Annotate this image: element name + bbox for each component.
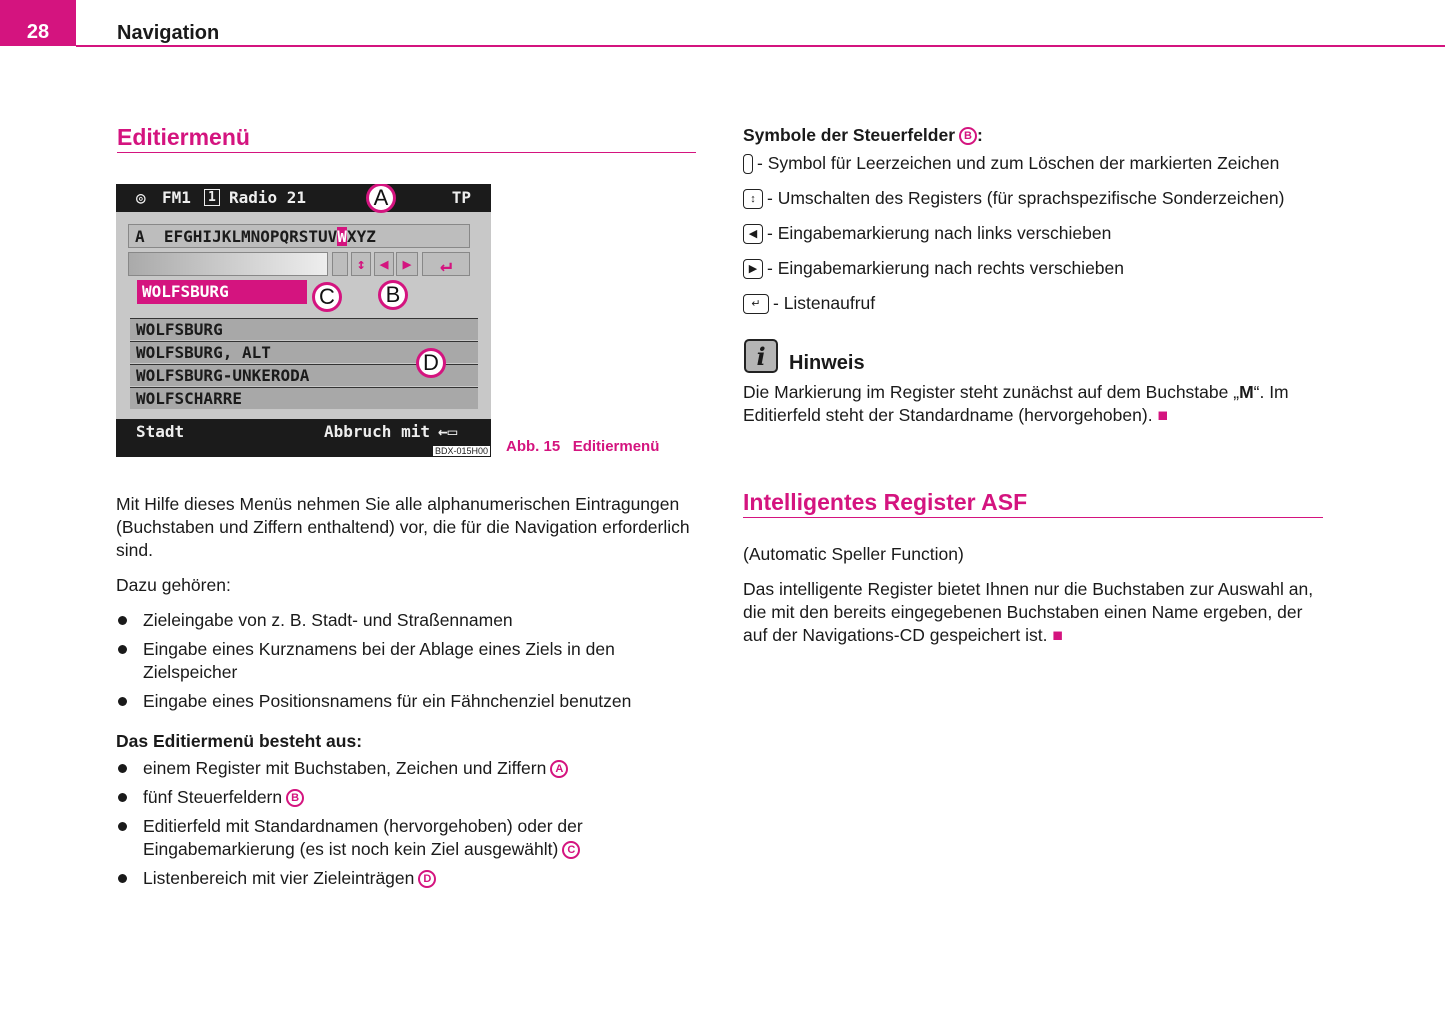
right-button[interactable]: ▶ [396,252,418,276]
figure-footer-bar [116,419,491,457]
ref-b: B [959,127,977,145]
symbols-heading-text: Symbole der Steuerfelder [743,125,956,145]
left-button[interactable]: ◀ [374,252,394,276]
asf-text-body: Das intelligente Register bietet Ihnen nur die Buchstaben zur Auswahl an, die mit den bereits eingegebenen Buchstaben einen Name ergeben, der auf der Navigations-CD gespeichert ist. [743,579,1314,645]
note-text-1: Die Markierung im Register steht zunächst auf dem Buchstabe „ [743,382,1240,402]
symbol-text: - Listenaufruf [773,293,876,313]
bullet [116,786,696,809]
ref-a: A [550,760,568,778]
bullet-text: einem Register mit Buchstaben, Zeichen und Ziffern [143,758,547,778]
symbol-item [743,152,1333,175]
station: Radio 21 [229,188,307,207]
register-highlight: W [337,227,347,246]
mode-label: Stadt [136,422,185,441]
edit-field[interactable]: WOLFSBURG [137,280,307,304]
cancel-hint: Abbruch mit [324,422,430,441]
symbol-text: - Eingabemarkierung nach rechts verschieben [767,258,1124,278]
subheading: Das Editiermenü besteht aus: [116,731,363,751]
figure-code: BDX-015H00 [434,446,488,456]
return-button[interactable]: ↵ [422,252,470,276]
ref-b: B [286,789,304,807]
preset: 1 [204,189,220,206]
asf-subtitle: (Automatic Speller Function) [743,544,964,564]
list-item[interactable]: WOLFSCHARRE [130,387,478,409]
input-field[interactable] [128,252,328,276]
radio-icon: ◎ [136,188,146,207]
bullet: Zieleingabe von z. B. Stadt- und Straßennamen [116,609,696,632]
symbol-text: - Eingabemarkierung nach links verschieben [767,223,1112,243]
cancel-key-icon: ←▭ [438,422,458,441]
dazu-text: Dazu gehören: [116,575,231,595]
symbol-item [743,257,1333,280]
bullet [116,867,696,890]
symbol-item [743,187,1333,210]
symbol-item [743,222,1333,245]
bullet: Eingabe eines Kurznamens bei der Ablage eines Ziels in den Zielspeicher [116,638,696,684]
figure-editiermenu [116,184,491,457]
heading-rule [743,517,1323,518]
label-c: C [312,282,342,312]
symbols-heading: Symbole der Steuerfelder B : [743,125,983,145]
radio-status-bar [116,184,491,212]
note-text [743,381,1323,427]
arrow-right-icon: ▶ [743,259,763,279]
symbol-text: - Symbol für Leerzeichen und zum Löschen der markierten Zeichen [757,153,1280,173]
bullet [116,815,696,861]
note-title: Hinweis [789,352,865,374]
list-item[interactable]: WOLFSBURG [130,318,478,340]
return-icon: ↵ [743,294,769,314]
note-text-2: “. Im Editierfeld steht der Standardname (hervorgehoben). [743,382,1289,425]
label-b: B [378,280,408,310]
bullet-text: fünf Steuerfeldern [143,787,283,807]
asf-text [743,578,1323,647]
heading-editiermenu: Editiermenü [117,124,250,150]
register-tail: XYZ [346,227,376,246]
register[interactable] [128,224,470,248]
end-mark-icon: ■ [1157,405,1169,425]
page-number: 28 [0,0,76,46]
ref-c: C [562,841,580,859]
bullet-text: Editierfeld mit Standardnamen (hervorgehoben) oder der Eingabemarkierung (es ist noch kein Ziel ausgewählt) [143,816,583,859]
register-letters: A EFGHIJKLMNOPQRSTUV [135,227,338,246]
symbol-text: - Umschalten des Registers (für sprachspezifische Sonderzeichen) [767,188,1285,208]
list-item[interactable]: WOLFSBURG, ALT [130,341,478,363]
label-a: A [366,184,396,213]
intro-text: Mit Hilfe dieses Menüs nehmen Sie alle alphanumerischen Eintragungen (Buchstaben und Ziffern enthaltend) vor, die für die Navigation erforderlich sind. [116,494,690,560]
ref-d: D [418,870,436,888]
arrow-left-icon: ◀ [743,224,763,244]
label-d: D [416,348,446,378]
band: FM1 [162,188,191,207]
shift-button[interactable]: ↕ [351,252,371,276]
caption-title: Editiermenü [572,438,660,455]
space-icon [743,154,753,174]
heading-asf: Intelligentes Register ASF [743,489,1028,515]
space-button[interactable] [332,252,348,276]
info-icon: i [744,339,778,373]
figure-caption [506,438,659,455]
end-mark-icon: ■ [1052,625,1063,645]
bullet: Eingabe eines Positionsnamens für ein Fähnchenziel benutzen [116,690,696,713]
symbol-item [743,292,1333,315]
bullet-text: Listenbereich mit vier Zieleinträgen [143,868,415,888]
caption-number: Abb. 15 [506,438,561,455]
header-rule [76,45,1445,47]
bullet [116,757,696,780]
note-bold: M [1239,382,1254,402]
tp: TP [451,188,471,207]
section-title: Navigation [117,22,220,44]
shift-icon: ↕ [743,189,763,209]
list-item[interactable]: WOLFSBURG-UNKERODA [130,364,478,386]
heading-rule [117,152,696,153]
